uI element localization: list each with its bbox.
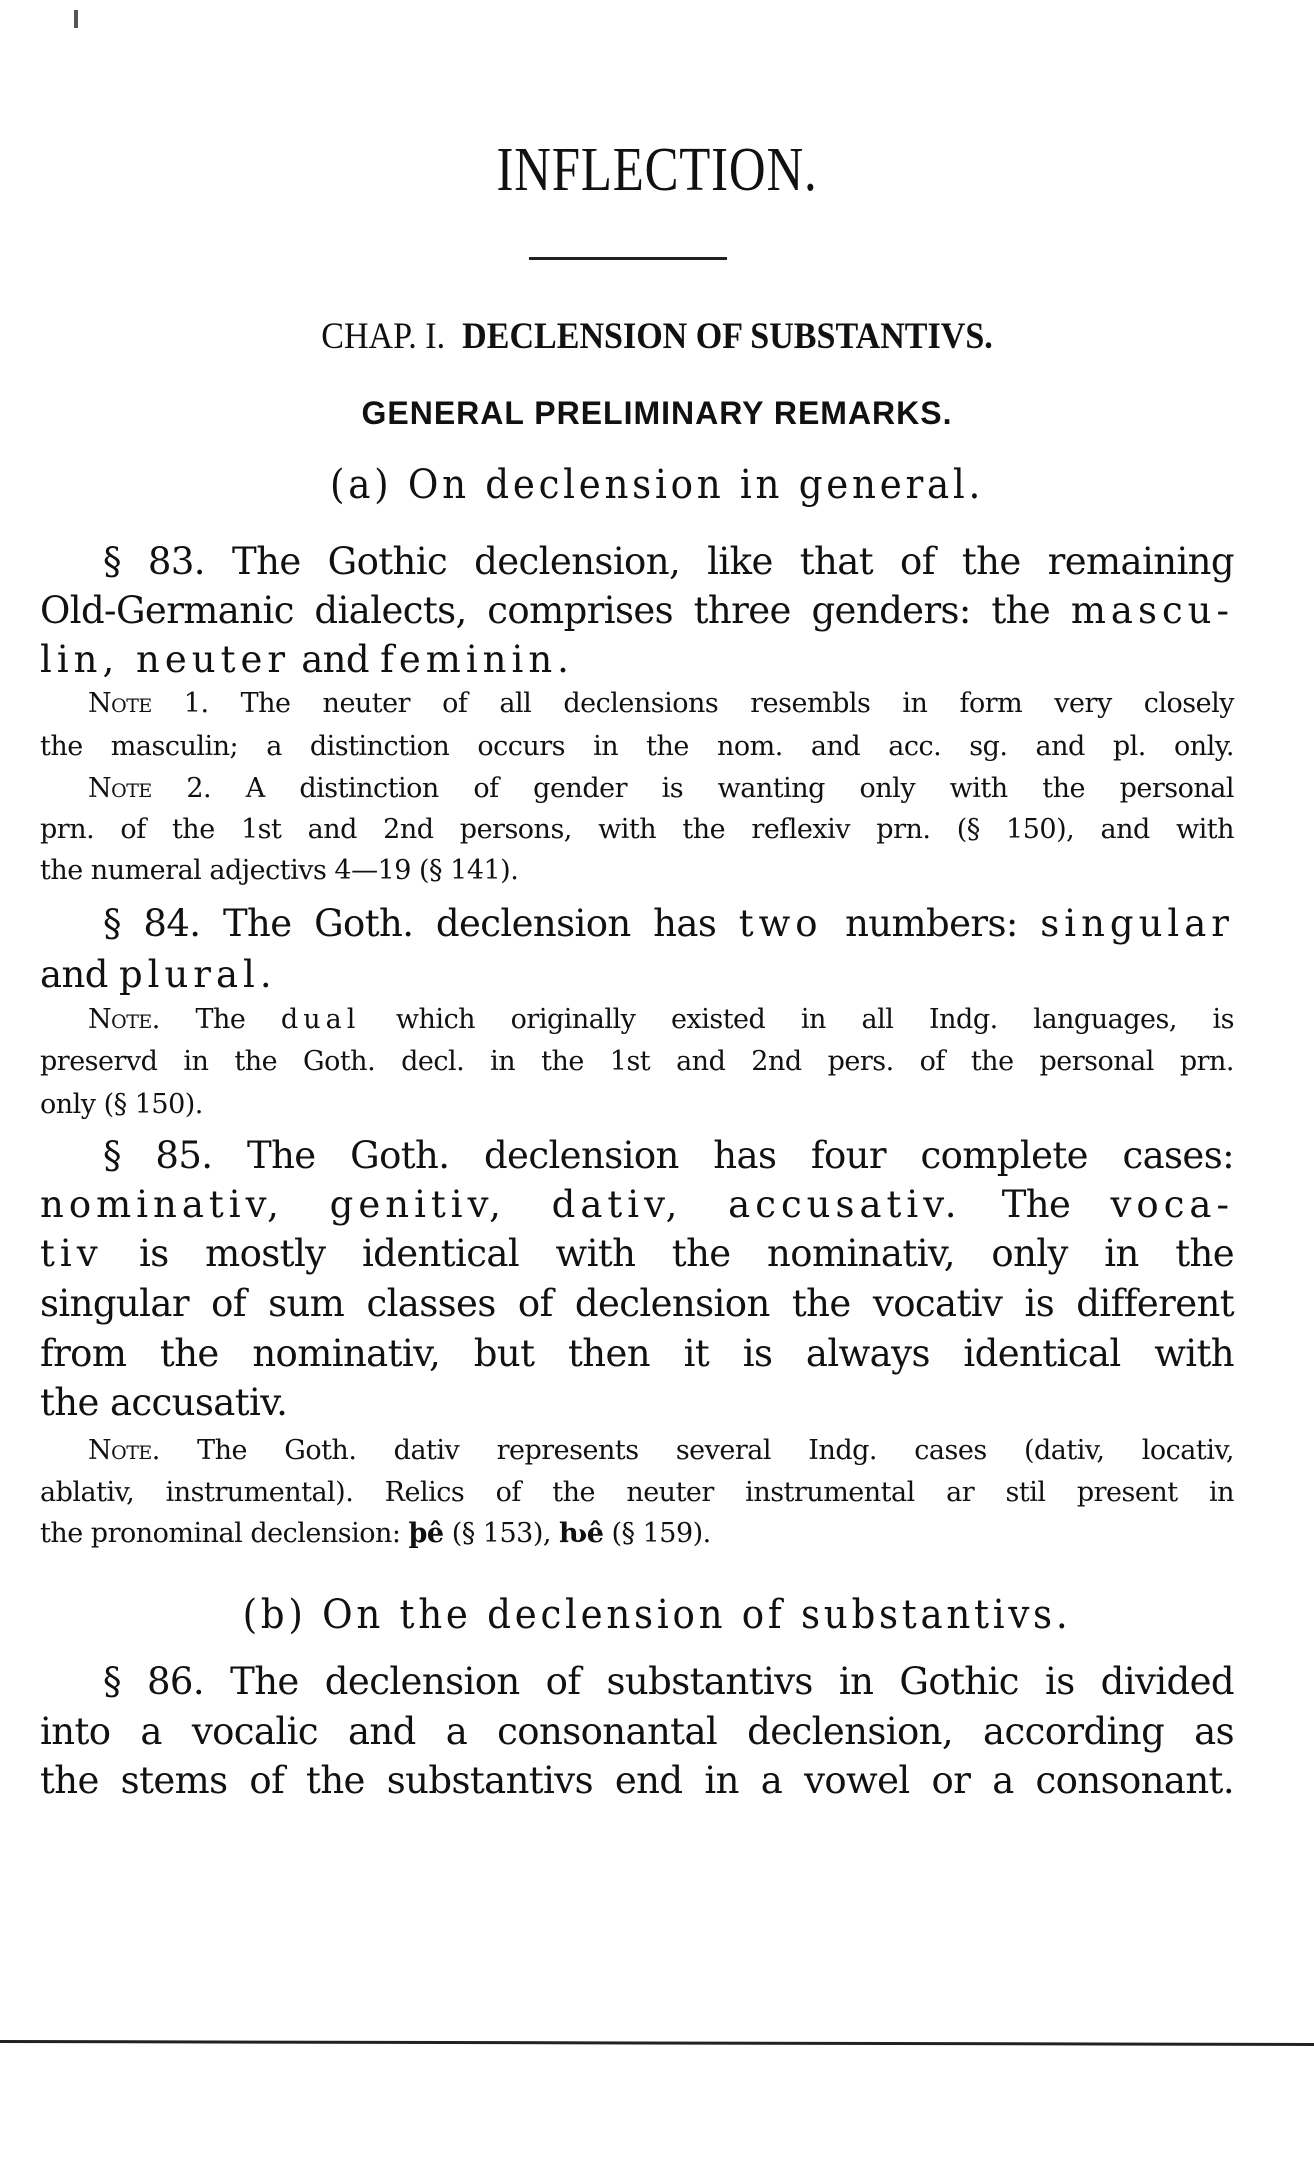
p85-line-1 — [103, 1134, 1234, 1177]
p85-line-2 — [40, 1183, 1234, 1226]
p85-line-5: from the nominativ, but then it is always identical with — [40, 1332, 1234, 1375]
page-title: INFLECTION. — [496, 136, 818, 204]
p86-line-3: the stems of the substantivs end in a vowel or a consonant. — [40, 1759, 1234, 1802]
p84-note-line-1 — [88, 1004, 1234, 1035]
chapter-heading — [53, 315, 1262, 358]
spaced-term: dual — [280, 1004, 361, 1035]
text: The declension of substantivs in Gothic is divided — [230, 1660, 1234, 1703]
p83-note1-line-1 — [88, 688, 1234, 719]
chapter-prefix: CHAP. I. — [321, 316, 446, 357]
section-heading: GENERAL PRELIMINARY REMARKS. — [361, 395, 953, 431]
text: The Goth. dativ represents several Indg. cases (dativ, locativ, — [197, 1435, 1234, 1466]
p83-note2-line-2: prn. of the 1st and 2nd persons, with the reflexiv prn. (§ 150), and with — [40, 814, 1234, 845]
p85-note-line-3 — [40, 1518, 1234, 1549]
text: (§ 159). — [603, 1518, 711, 1549]
p86-line-1 — [103, 1660, 1234, 1703]
p85-line-4: singular of sum classes of declension the vocativ is different — [40, 1282, 1234, 1325]
text: The neuter of all declensions resembls in form very closely — [240, 688, 1234, 719]
page-bottom-rule — [0, 2040, 1314, 2046]
note-label: Note 1. — [88, 688, 209, 719]
p83-line-3 — [40, 638, 1234, 681]
text: The Gothic declension, like that of the remaining — [232, 540, 1234, 583]
text: and — [40, 953, 119, 996]
section-number: § 83. — [103, 540, 205, 583]
spaced-term: feminin. — [380, 638, 574, 681]
chapter-title: DECLENSION OF SUBSTANTIVS. — [462, 316, 993, 357]
p85-note-line-1 — [88, 1435, 1234, 1466]
p83-note2-line-1 — [88, 773, 1234, 804]
note-label: Note. — [88, 1004, 160, 1035]
title-rule — [529, 257, 727, 260]
p85-line-6: the accusativ. — [40, 1381, 288, 1424]
text: Old-Germanic dialects, comprises three genders: the — [40, 589, 1071, 632]
text: The — [195, 1004, 281, 1035]
p85-line-3 — [40, 1232, 1234, 1275]
text: The Goth. declension has — [222, 902, 739, 945]
p83-note2-line-3: the numeral adjectivs 4—19 (§ 141). — [40, 855, 519, 886]
p83-line-1 — [103, 540, 1234, 583]
scan-speck — [74, 10, 78, 28]
text: (§ 153), — [443, 1518, 560, 1549]
p84-note-line-2: preservd in the Goth. decl. in the 1st and 2nd pers. of the personal prn. — [40, 1046, 1234, 1077]
p84-line-1 — [103, 902, 1234, 945]
spaced-term: nominativ, genitiv, dativ, accusativ. — [40, 1183, 962, 1226]
p83-note1-line-2: the masculin; a distinction occurs in the nom. and acc. sg. and pl. only. — [40, 731, 1234, 762]
p85-note-line-2: ablativ, instrumental). Relics of the neuter instrumental ar stil present in — [40, 1477, 1234, 1508]
text: and — [290, 638, 381, 681]
gothic-word-the: þê — [408, 1518, 444, 1549]
spaced-term: plural. — [118, 953, 277, 996]
text: A distinction of gender is wanting only with the personal — [245, 773, 1234, 804]
subheading-a: (a) On declension in general. — [329, 462, 985, 508]
spaced-term: two — [738, 902, 823, 945]
section-number: § 85. — [103, 1134, 213, 1177]
spaced-term: lin, neuter — [40, 638, 291, 681]
spaced-term: voca- — [1110, 1183, 1234, 1226]
p83-line-2 — [40, 589, 1234, 632]
section-number: § 86. — [103, 1660, 205, 1703]
note-label: Note. — [88, 1435, 160, 1466]
section-number: § 84. — [103, 902, 201, 945]
p84-note-line-3: only (§ 150). — [40, 1089, 203, 1120]
gothic-word-hwe: ƕê — [559, 1518, 604, 1549]
subheading-b: (b) On the declension of substantivs. — [242, 1592, 1072, 1638]
spaced-term: tiv — [40, 1232, 103, 1275]
note-label: Note 2. — [88, 773, 212, 804]
text: The — [961, 1183, 1111, 1226]
p86-line-2: into a vocalic and a consonantal declension, according as — [40, 1710, 1234, 1753]
spaced-term: mascu- — [1070, 589, 1234, 632]
spaced-term: singular — [1040, 902, 1234, 945]
text: the pronominal declension: — [40, 1518, 409, 1549]
text: is mostly identical with the nominativ, only in the — [102, 1232, 1234, 1275]
text: The Goth. declension has four complete cases: — [247, 1134, 1234, 1177]
p84-line-2 — [40, 953, 1234, 996]
text: numbers: — [822, 902, 1041, 945]
text: which originally existed in all Indg. languages, is — [360, 1004, 1234, 1035]
